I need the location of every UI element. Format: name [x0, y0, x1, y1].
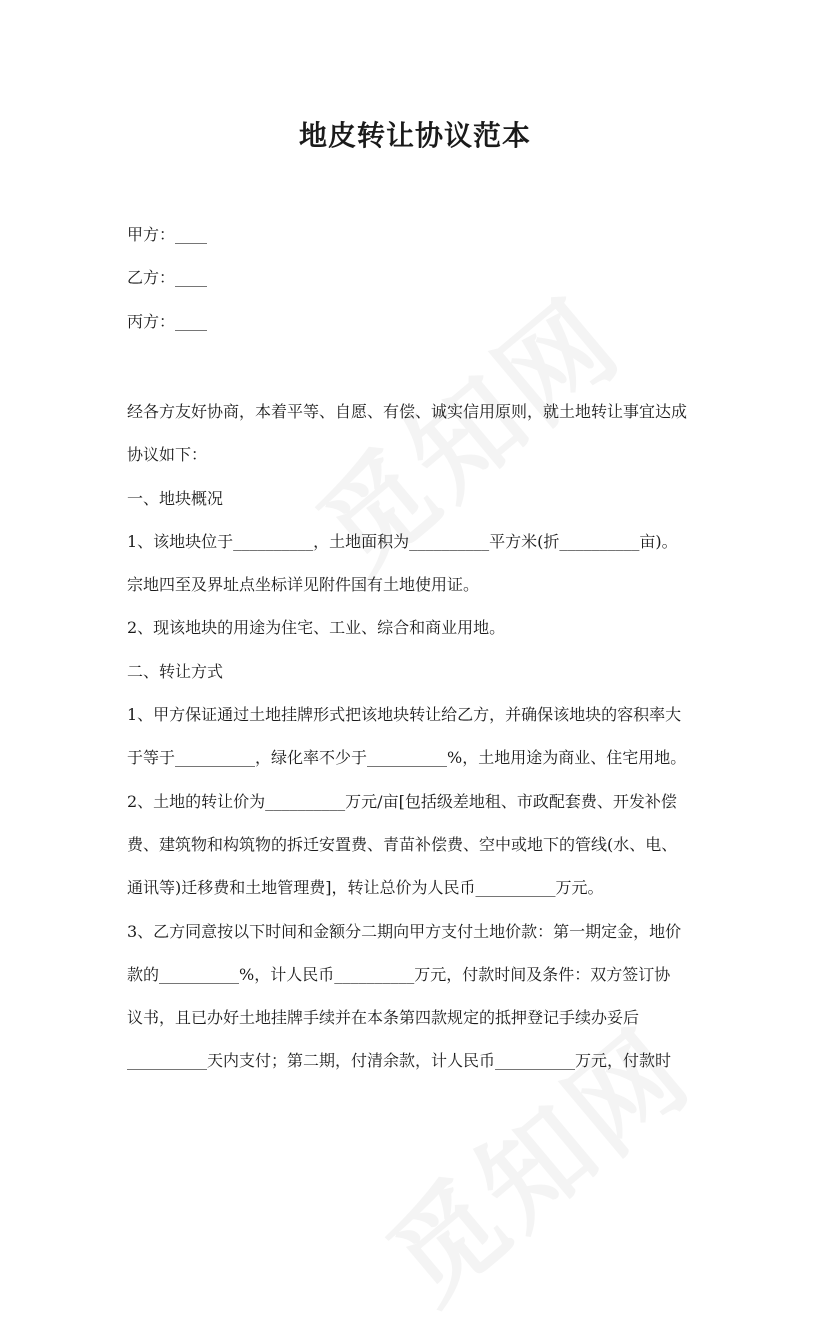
document-body — [127, 390, 717, 1083]
body-line: 宗地四至及界址点坐标详见附件国有土地使用证。 — [127, 575, 480, 595]
party-a-line: 甲方：____ — [127, 225, 208, 244]
party-c-line: 丙方：____ — [127, 312, 208, 331]
body-line: 协议如下： — [127, 445, 208, 465]
body-line: 2、现该地块的用途为住宅、工业、综合和商业用地。 — [127, 618, 506, 638]
body-line: 议书，且已办好土地挂牌手续并在本条第四款规定的抵押登记手续办妥后 — [127, 1008, 640, 1028]
body-line: 费、建筑物和构筑物的拆迁安置费、青苗补偿费、空中或地下的管线(水、电、 — [127, 834, 678, 854]
body-line: 1、甲方保证通过土地挂牌形式把该地块转让给乙方，并确保该地块的容积率大 — [127, 705, 682, 725]
body-line: 3、乙方同意按以下时间和金额分二期向甲方支付土地价款：第一期定金，地价 — [127, 921, 682, 941]
body-line: __________天内支付；第二期，付清余款，计人民币__________万元，付款时 — [127, 1051, 672, 1071]
document-title: 地皮转让协议范本 — [298, 119, 531, 152]
body-line: 款的__________%，计人民币__________万元，付款时间及条件：双方签订协 — [127, 964, 671, 984]
section-heading: 一、地块概况 — [127, 488, 224, 508]
body-line: 于等于__________，绿化率不少于__________%，土地用途为商业、住宅用地。 — [127, 748, 687, 768]
section-heading: 二、转让方式 — [127, 661, 224, 681]
body-line: 2、土地的转让价为__________万元/亩[包括级差地租、市政配套费、开发补偿 — [127, 791, 677, 811]
body-line: 通讯等)迁移费和土地管理费]，转让总价为人民币__________万元。 — [127, 878, 604, 898]
party-b-line: 乙方：____ — [127, 268, 208, 287]
body-line: 经各方友好协商，本着平等、自愿、有偿、诚实信用原则，就土地转让事宜达成 — [127, 402, 688, 421]
body-line: 1、该地块位于__________，土地面积为__________平方米(折__________亩)。 — [127, 531, 678, 551]
